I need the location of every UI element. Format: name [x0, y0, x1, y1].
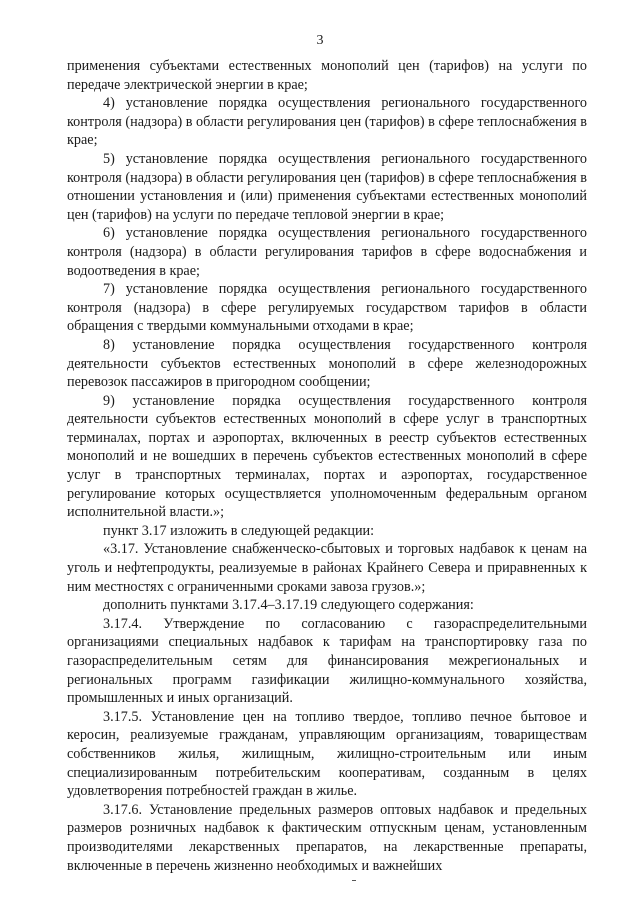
paragraph-item-9: 9) установление порядка осуществления государственного контроля деятельности субъектов естественных монополий в сфере услуг в транспортных терминалах, портах и аэропортах, включенных в реестр субъектов естественных монополий и не вошедших в перечень субъектов естественных монополий в сфере услуг в транспортных терминалах, портах и аэропортах, государственное регулирование которых осуществляется уполномоченным федеральным органом исполнительной власти.»;	[67, 392, 587, 521]
paragraph-instruction-3-17: пункт 3.17 изложить в следующей редакции:	[103, 522, 375, 539]
paragraph-clause-3-17-5: 3.17.5. Установление цен на топливо твердое, топливо печное бытовое и керосин, реализуемые гражданам, управляющим организациям, товариществам собственников жилья, жилищным, жилищно-строительным или иным специализированным потребительским кооперативам, созданным в целях удовлетворения потребностей граждан в жилье.	[67, 708, 587, 800]
paragraph-continuation: применения субъектами естественных монополий цен (тарифов) на услуги по передаче электрической энергии в крае;	[67, 58, 587, 93]
paragraph-clause-3-17-4: 3.17.4. Утверждение по согласованию с газораспределительными организациями специальных надбавок к тарифам на транспортировку газа по газораспределительным сетям для финансирования межрегиональных и региональных программ газификации жилищно-коммунального хозяйства, промышленных и иных организаций.	[67, 615, 587, 707]
paragraph-item-4: 4) установление порядка осуществления регионального государственного контроля (надзора) в области регулирования цен (тарифов) в сфере теплоснабжения в крае;	[67, 95, 587, 149]
document-body	[67, 57, 587, 875]
paragraph-item-6: 6) установление порядка осуществления регионального государственного контроля (надзора) в области регулирования тарифов в сфере водоснабжения и водоотведения в крае;	[67, 225, 587, 279]
paragraph-item-7: 7) установление порядка осуществления регионального государственного контроля (надзора) в сфере регулируемых государством тарифов в области обращения с твердыми коммунальными отходами в крае;	[67, 281, 587, 335]
paragraph-item-5: 5) установление порядка осуществления регионального государственного контроля (надзора) в области регулирования цен (тарифов) в сфере теплоснабжения в отношении установления и (или) применения субъектами естественных монополий цен (тарифов) на услуги по передаче тепловой энергии в крае;	[67, 150, 587, 223]
paragraph-clause-3-17: «3.17. Установление снабженческо-сбытовых и торговых надбавок к ценам на уголь и нефтепродукты, реализуемые в районах Крайнего Севера и приравненных к ним местностях с ограниченными сроками завоза грузов.»;	[67, 541, 587, 595]
page-number: 3	[316, 33, 324, 48]
footer-dot	[352, 880, 356, 881]
paragraph-item-8: 8) установление порядка осуществления государственного контроля деятельности субъектов естественных монополий в сфере железнодорожных перевозок пассажиров в пригородном сообщении;	[67, 336, 587, 391]
paragraph-clause-3-17-6: 3.17.6. Установление предельных размеров оптовых надбавок и предельных размеров розничных надбавок к фактическим отпускным ценам, установленным производителями лекарственных препаратов, на лекарственные препараты, включенные в перечень жизненно необходимых и важнейших	[67, 801, 587, 874]
paragraph-instruction-add: дополнить пунктами 3.17.4–3.17.19 следующего содержания:	[103, 597, 474, 614]
